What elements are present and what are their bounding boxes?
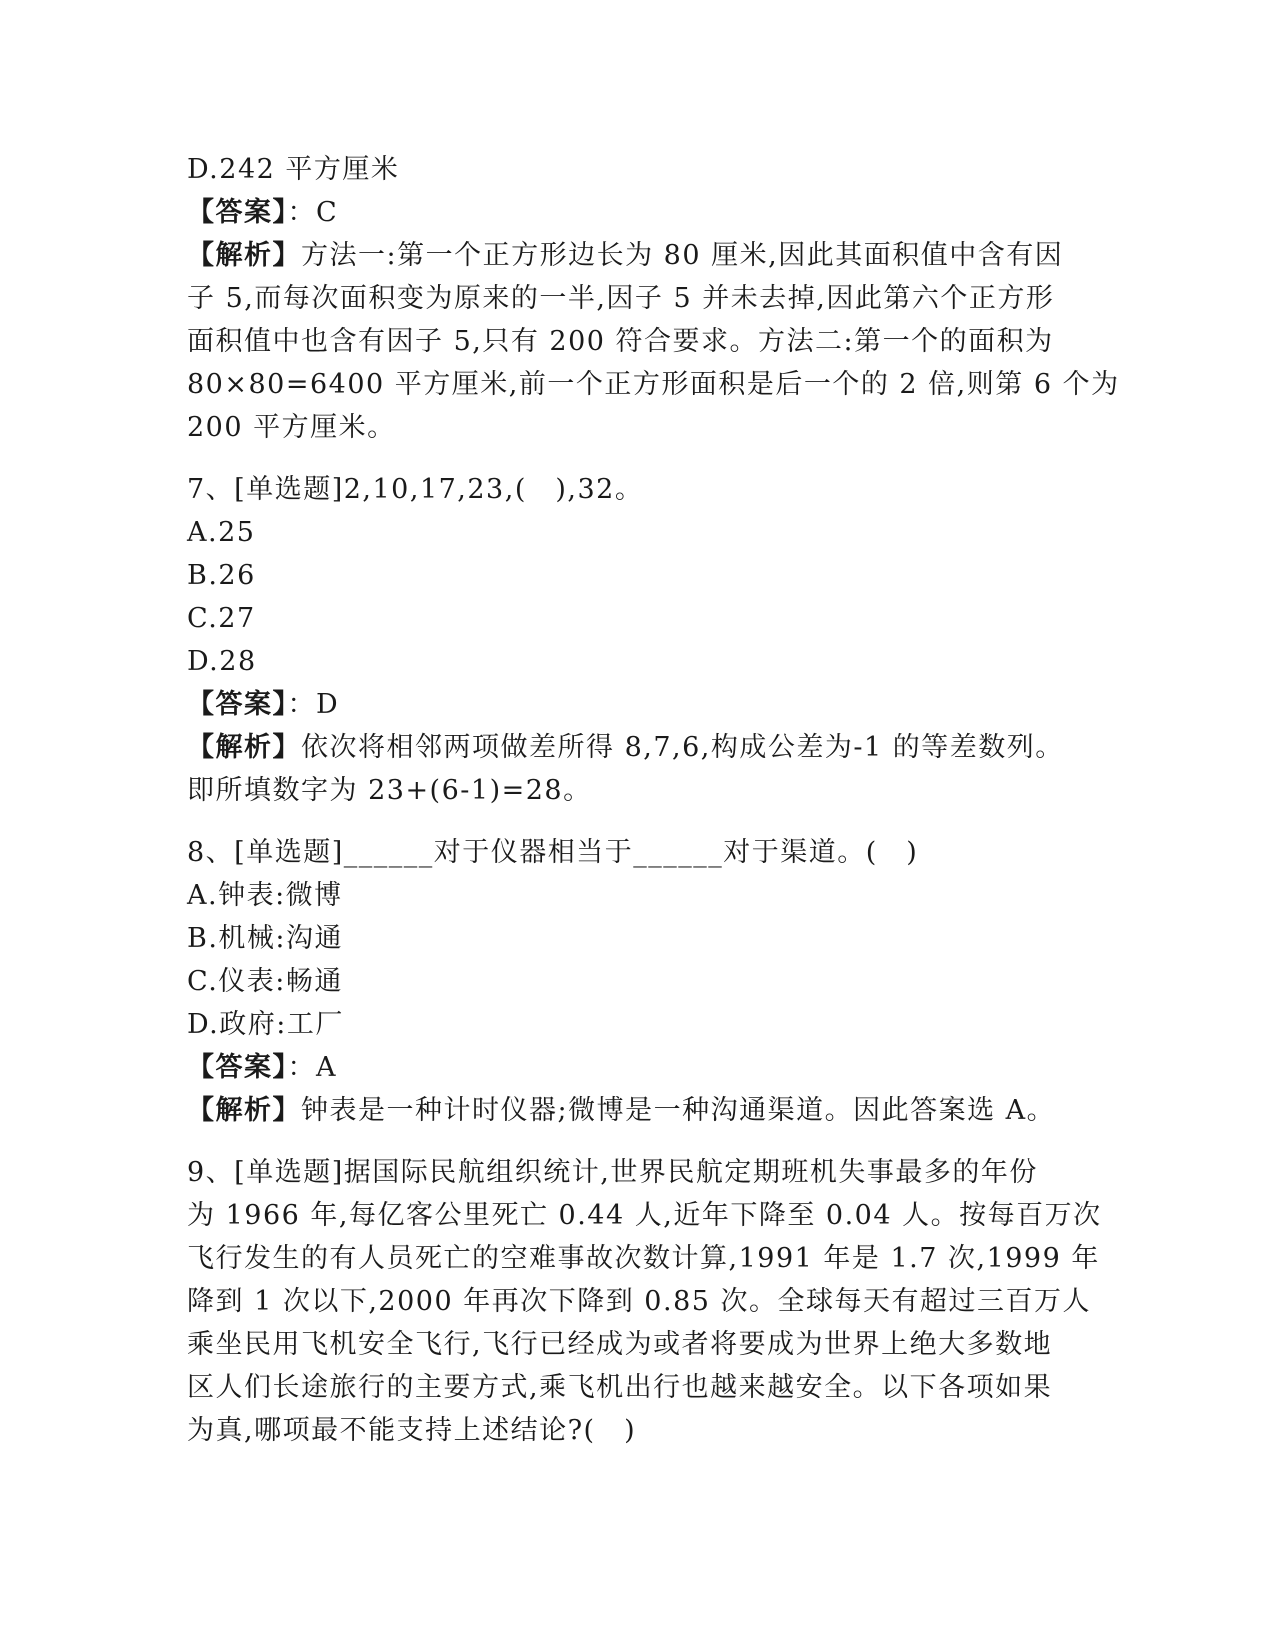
answer-value: ：C (287, 197, 339, 228)
q7-option-b: B.26 (187, 560, 256, 591)
q8-option-d: D.政府:工厂 (187, 1009, 344, 1040)
q6-analysis-line: 子 5,而每次面积变为原来的一半,因子 5 并未去掉,因此第六个正方形 (187, 283, 1055, 314)
answer-value: ：A (287, 1052, 337, 1083)
q8-option-c: C.仪表:畅通 (187, 966, 343, 997)
q9-stem-line: 乘坐民用飞机安全飞行,飞行已经成为或者将要成为世界上绝大多数地 (187, 1329, 1053, 1360)
q9-stem-line: 降到 1 次以下,2000 年再次下降到 0.85 次。全球每天有超过三百万人 (187, 1286, 1092, 1317)
q9-stem-line: 为 1966 年,每亿客公里死亡 0.44 人,近年下降至 0.04 人。按每百万次 (187, 1200, 1102, 1231)
q8-answer (187, 1046, 1077, 1089)
q6-option-d: D.242 平方厘米 (187, 154, 400, 185)
q6-analysis-line: 80×80=6400 平方厘米,前一个正方形面积是后一个的 2 倍,则第 6 个为 (187, 369, 1120, 400)
q6-answer (187, 191, 1077, 234)
q9-stem-line: 9、[单选题]据国际民航组织统计,世界民航定期班机失事最多的年份 (187, 1157, 1038, 1188)
q8-analysis-line: 【解析】钟表是一种计时仪器;微博是一种沟通渠道。因此答案选 A。 (187, 1095, 1056, 1126)
answer-label: 【答案】 (187, 1052, 288, 1083)
q9-stem-line: 飞行发生的有人员死亡的空难事故次数计算,1991 年是 1.7 次,1999 年 (187, 1243, 1100, 1274)
q7-stem: 7、[单选题]2,10,17,23,( ),32。 (187, 474, 644, 505)
document-page (187, 148, 1120, 1452)
q7-option-d: D.28 (187, 646, 257, 677)
q7-analysis-line: 【解析】依次将相邻两项做差所得 8,7,6,构成公差为-1 的等差数列。 (187, 732, 1064, 763)
q7-option-a: A.25 (187, 517, 256, 548)
q8-option-a: A.钟表:微博 (187, 880, 343, 911)
analysis-label: 【解析】 (187, 732, 301, 763)
q6-analysis-line: 【解析】方法一:第一个正方形边长为 80 厘米,因此其面积值中含有因 (187, 240, 1064, 271)
q7-option-c: C.27 (187, 603, 256, 634)
answer-label: 【答案】 (187, 689, 288, 720)
answer-value: ：D (287, 689, 340, 720)
q8-option-b: B.机械:沟通 (187, 923, 344, 954)
q9-stem-line: 为真,哪项最不能支持上述结论?( ) (187, 1415, 637, 1446)
q7-analysis-line: 即所填数字为 23+(6-1)=28。 (187, 775, 592, 806)
q6-analysis-line: 面积值中也含有因子 5,只有 200 符合要求。方法二:第一个的面积为 (187, 326, 1054, 357)
q7-answer (187, 683, 1077, 726)
analysis-label: 【解析】 (187, 1095, 301, 1126)
q9-stem-line: 区人们长途旅行的主要方式,乘飞机出行也越来越安全。以下各项如果 (187, 1372, 1053, 1403)
answer-label: 【答案】 (187, 197, 288, 228)
analysis-label: 【解析】 (187, 240, 301, 271)
q6-analysis-line: 200 平方厘米。 (187, 412, 396, 443)
q8-stem: 8、[单选题]______对于仪器相当于______对于渠道。( ) (187, 837, 919, 868)
